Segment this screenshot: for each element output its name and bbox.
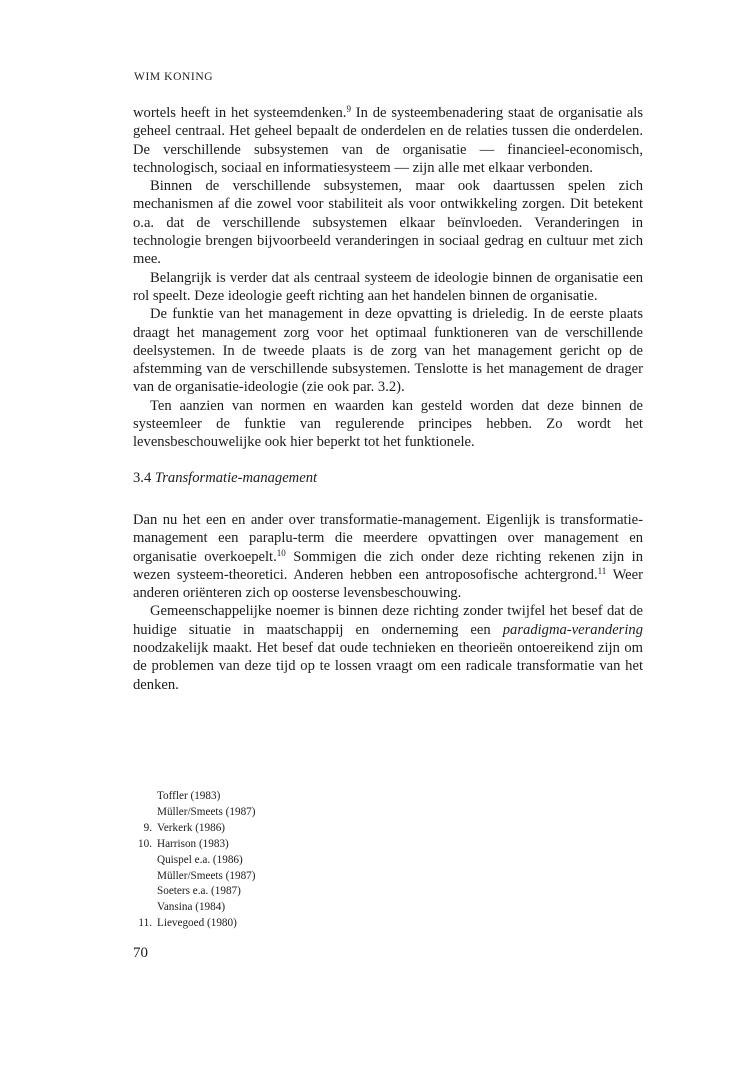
page-number: 70 (133, 945, 148, 961)
footnote: Vansina (1984) (157, 901, 226, 914)
paragraph: wortels heeft in het systeemdenken.$^9$ In de systeembenadering staat de organisatie als geheel centraal. Het geheel bepaalt de onderdelen en de relaties tussen die onderdelen. De verschillende subsystemen van de organisatie — financieel-economisch, technologisch, sociaal en informatiesysteem — zijn alle met elkaar verbonden. (133, 104, 643, 176)
paragraph: Ten aanzien van normen en waarden kan gesteld worden dat deze binnen de systeemleer de funktie van regulerende principes hebben. Zo wordt het levensbeschouwelijke ook hier beperkt tot het funktionele. (133, 397, 643, 451)
footnote: Müller/Smeets (1987) (157, 869, 256, 882)
section-number: 3.4 (133, 469, 152, 486)
footnote: 9. Verkerk (1986) (143, 821, 226, 834)
section-heading (133, 469, 643, 487)
footnote-ref: 11 (597, 565, 607, 576)
paragraph: Binnen de verschillende subsystemen, maar ook daartussen spelen zich mechanismen af die zowel voor stabiliteit als voor ontwikkeling zorgen. Dit betekent o.a. dat de verschillende subsystemen elkaar beïnvloeden. Veranderingen in technologie brengen bijvoorbeeld veranderingen in sociaal gedrag en cultuur met zich mee. (133, 178, 643, 268)
running-head: WIM KONING (134, 71, 214, 83)
footnote-ref: 9 (346, 104, 351, 114)
footnote: Soeters e.a. (1987) (157, 885, 241, 898)
footnote: 10. Harrison (1983) (138, 837, 229, 850)
footnote: Müller/Smeets (1987) (157, 805, 256, 818)
paragraph: Gemeenschappelijke noemer is binnen deze richting zonder twijfel het besef dat de huidige situatie in maatschappij en onderneming een paradigma-verandering noodzakelijk maakt. Het besef dat oude technieken en theorieën ontoereikend zijn om de problemen van deze tijd op te lossen vraagt om een radicale transformatie van het denken. (133, 603, 643, 693)
section-title: Transformatie-management (154, 469, 318, 486)
paragraph: De funktie van het management in deze opvatting is drieledig. In de eerste plaats draagt het management zorg voor het optimaal funktioneren van de verschillende deelsystemen. In de tweede plaats is de zorg van het management gericht op de afstemming van de verschillende subsystemen. Tenslotte is het management de drager van de organisatie-ideologie (zie ook par. 3.2). (133, 306, 643, 396)
main-text (133, 104, 643, 694)
footnote: Quispel e.a. (1986) (157, 853, 243, 866)
footnote-ref: 10 (276, 547, 286, 558)
paragraph: Belangrijk is verder dat als centraal systeem de ideologie binnen de organisatie een rol speelt. Deze ideologie geeft richting aan het handelen binnen de organisatie. (133, 269, 643, 304)
paragraph: Dan nu het een en ander over transformatie-management. Eigenlijk is transformatie-management een paraplu-term die meerdere opvattingen over management en organisatie overkoepelt.$^{10}$ Sommigen die zich onder deze richting rekenen zijn in wezen systeem-theoretici. Anderen hebben een antroposofische achtergrond.$^{11}$ Weer anderen oriënteren zich op oosterse levensbeschouwing. (133, 511, 644, 602)
footnote: 11. Lievegoed (1980) (138, 917, 237, 930)
footnotes (134, 789, 434, 932)
emphasis: paradigma-verandering (502, 621, 643, 638)
footnote: Toffler (1983) (157, 790, 221, 802)
